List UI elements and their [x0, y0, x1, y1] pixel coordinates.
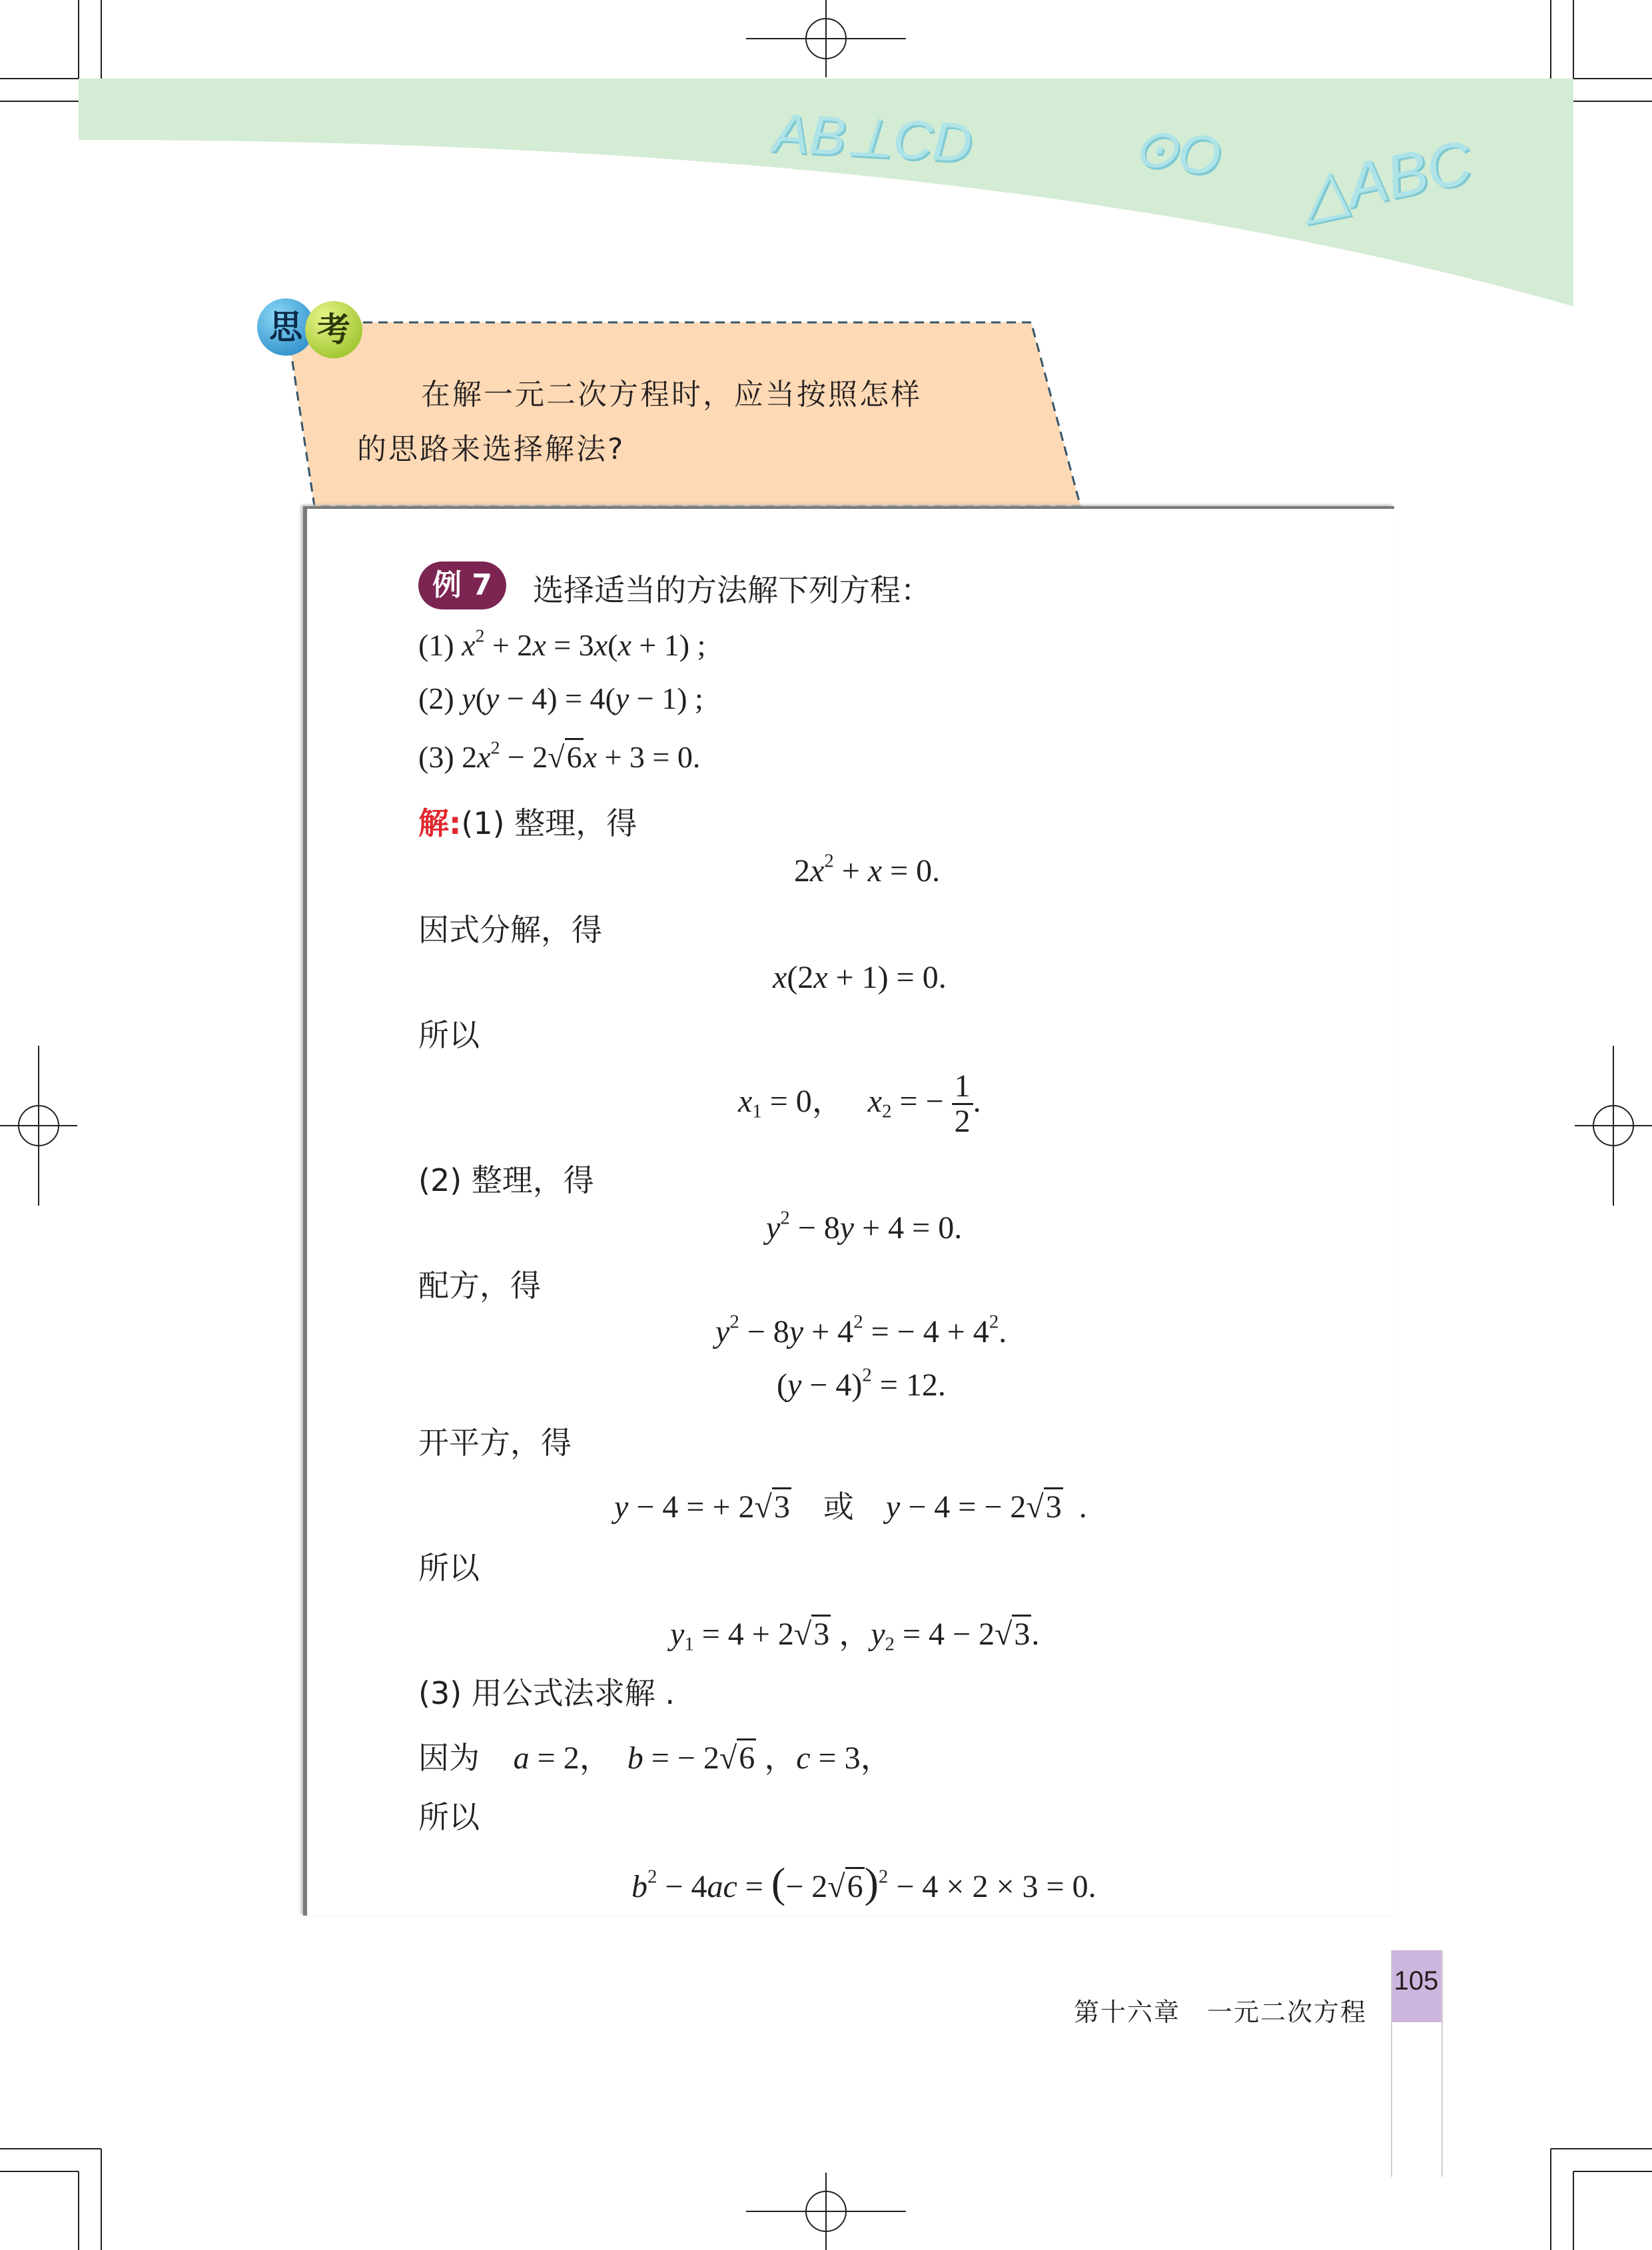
- because-text: 因为: [418, 1740, 480, 1776]
- problem-2: (2) y(y − 4) = 4(y − 1) ;: [418, 681, 703, 715]
- solution-label: 解:: [418, 805, 462, 841]
- part2-intro: (2) 整理，得: [418, 1162, 594, 1198]
- chapter-footer: 第十六章 一元二次方程: [1074, 1998, 1368, 2027]
- eq-2-2: $y^2 - 8y + 4^2$ = − $4 + 4^2$.: [715, 1311, 1007, 1349]
- eq-1-2: x(2x + 1) = 0.: [773, 960, 947, 995]
- coefficients-line: [418, 1732, 893, 1778]
- think-line-1: 在解一元二次方程时，应当按照怎样: [421, 378, 922, 412]
- eq-2-4: y − 4 = + 2√3 或 y − 4 = − 2√3 .: [614, 1489, 1087, 1525]
- eq-1-3: $x_1 = 0$， $x_2$ = − $\frac{1}{2}$ .: [738, 1068, 981, 1140]
- example-prompt: 选择适当的方法解下列方程：: [533, 572, 931, 608]
- example-badge: 例 7: [418, 562, 506, 609]
- think-box: [266, 313, 1092, 513]
- eq-3-1: $b^2 - 4ac$ = (− 2√6)$^2$ − 4 × 2 × 3 = 0.: [631, 1859, 1096, 1906]
- part1-intro: (1) 整理，得: [461, 805, 637, 841]
- problem-1: (1) $x^2 + 2x = 3x(x + 1)$ ;: [418, 625, 706, 662]
- solution-start: [418, 799, 637, 843]
- complete-square-text: 配方，得: [418, 1268, 541, 1304]
- think-badge: [257, 298, 370, 360]
- header-decor-triangle: △ABC: [1294, 128, 1477, 230]
- eq-2-1: $y^2 - 8y + 4 = 0$.: [766, 1207, 963, 1246]
- coefficients: a = 2， b = − 2√6 ，c = 3，: [490, 1738, 893, 1776]
- so-text-2: 所以: [418, 1550, 480, 1586]
- think-line-2: 的思路来选择解法?: [357, 432, 625, 466]
- problem-3: (3) $2x^2 - 2√6x + 3 = 0$.: [418, 737, 701, 774]
- think-badge-char-1: 思: [257, 298, 314, 356]
- so-text-1: 所以: [418, 1017, 480, 1053]
- header-decor-perpendicular: AB⊥CD: [771, 103, 974, 174]
- factor-text: 因式分解，得: [418, 912, 602, 948]
- eq-2-5: $y_1 = 4 + 2√3$ ，$y_2 = 4 - 2√3$.: [670, 1608, 1039, 1654]
- header-decor-circle: ⊙O: [1128, 115, 1225, 188]
- think-badge-char-2: 考: [305, 301, 362, 358]
- eq-2-3: $(y - 4)^2 = 12$.: [777, 1364, 946, 1403]
- eq-1-1: $2x^2 + x = 0$.: [794, 850, 941, 889]
- or-word: 或: [823, 1489, 854, 1525]
- sqrt-text: 开平方，得: [418, 1425, 572, 1461]
- page-number: 105: [1394, 1966, 1439, 1996]
- so-text-3: 所以: [418, 1799, 480, 1835]
- part3-intro: (3) 用公式法求解 .: [418, 1675, 675, 1711]
